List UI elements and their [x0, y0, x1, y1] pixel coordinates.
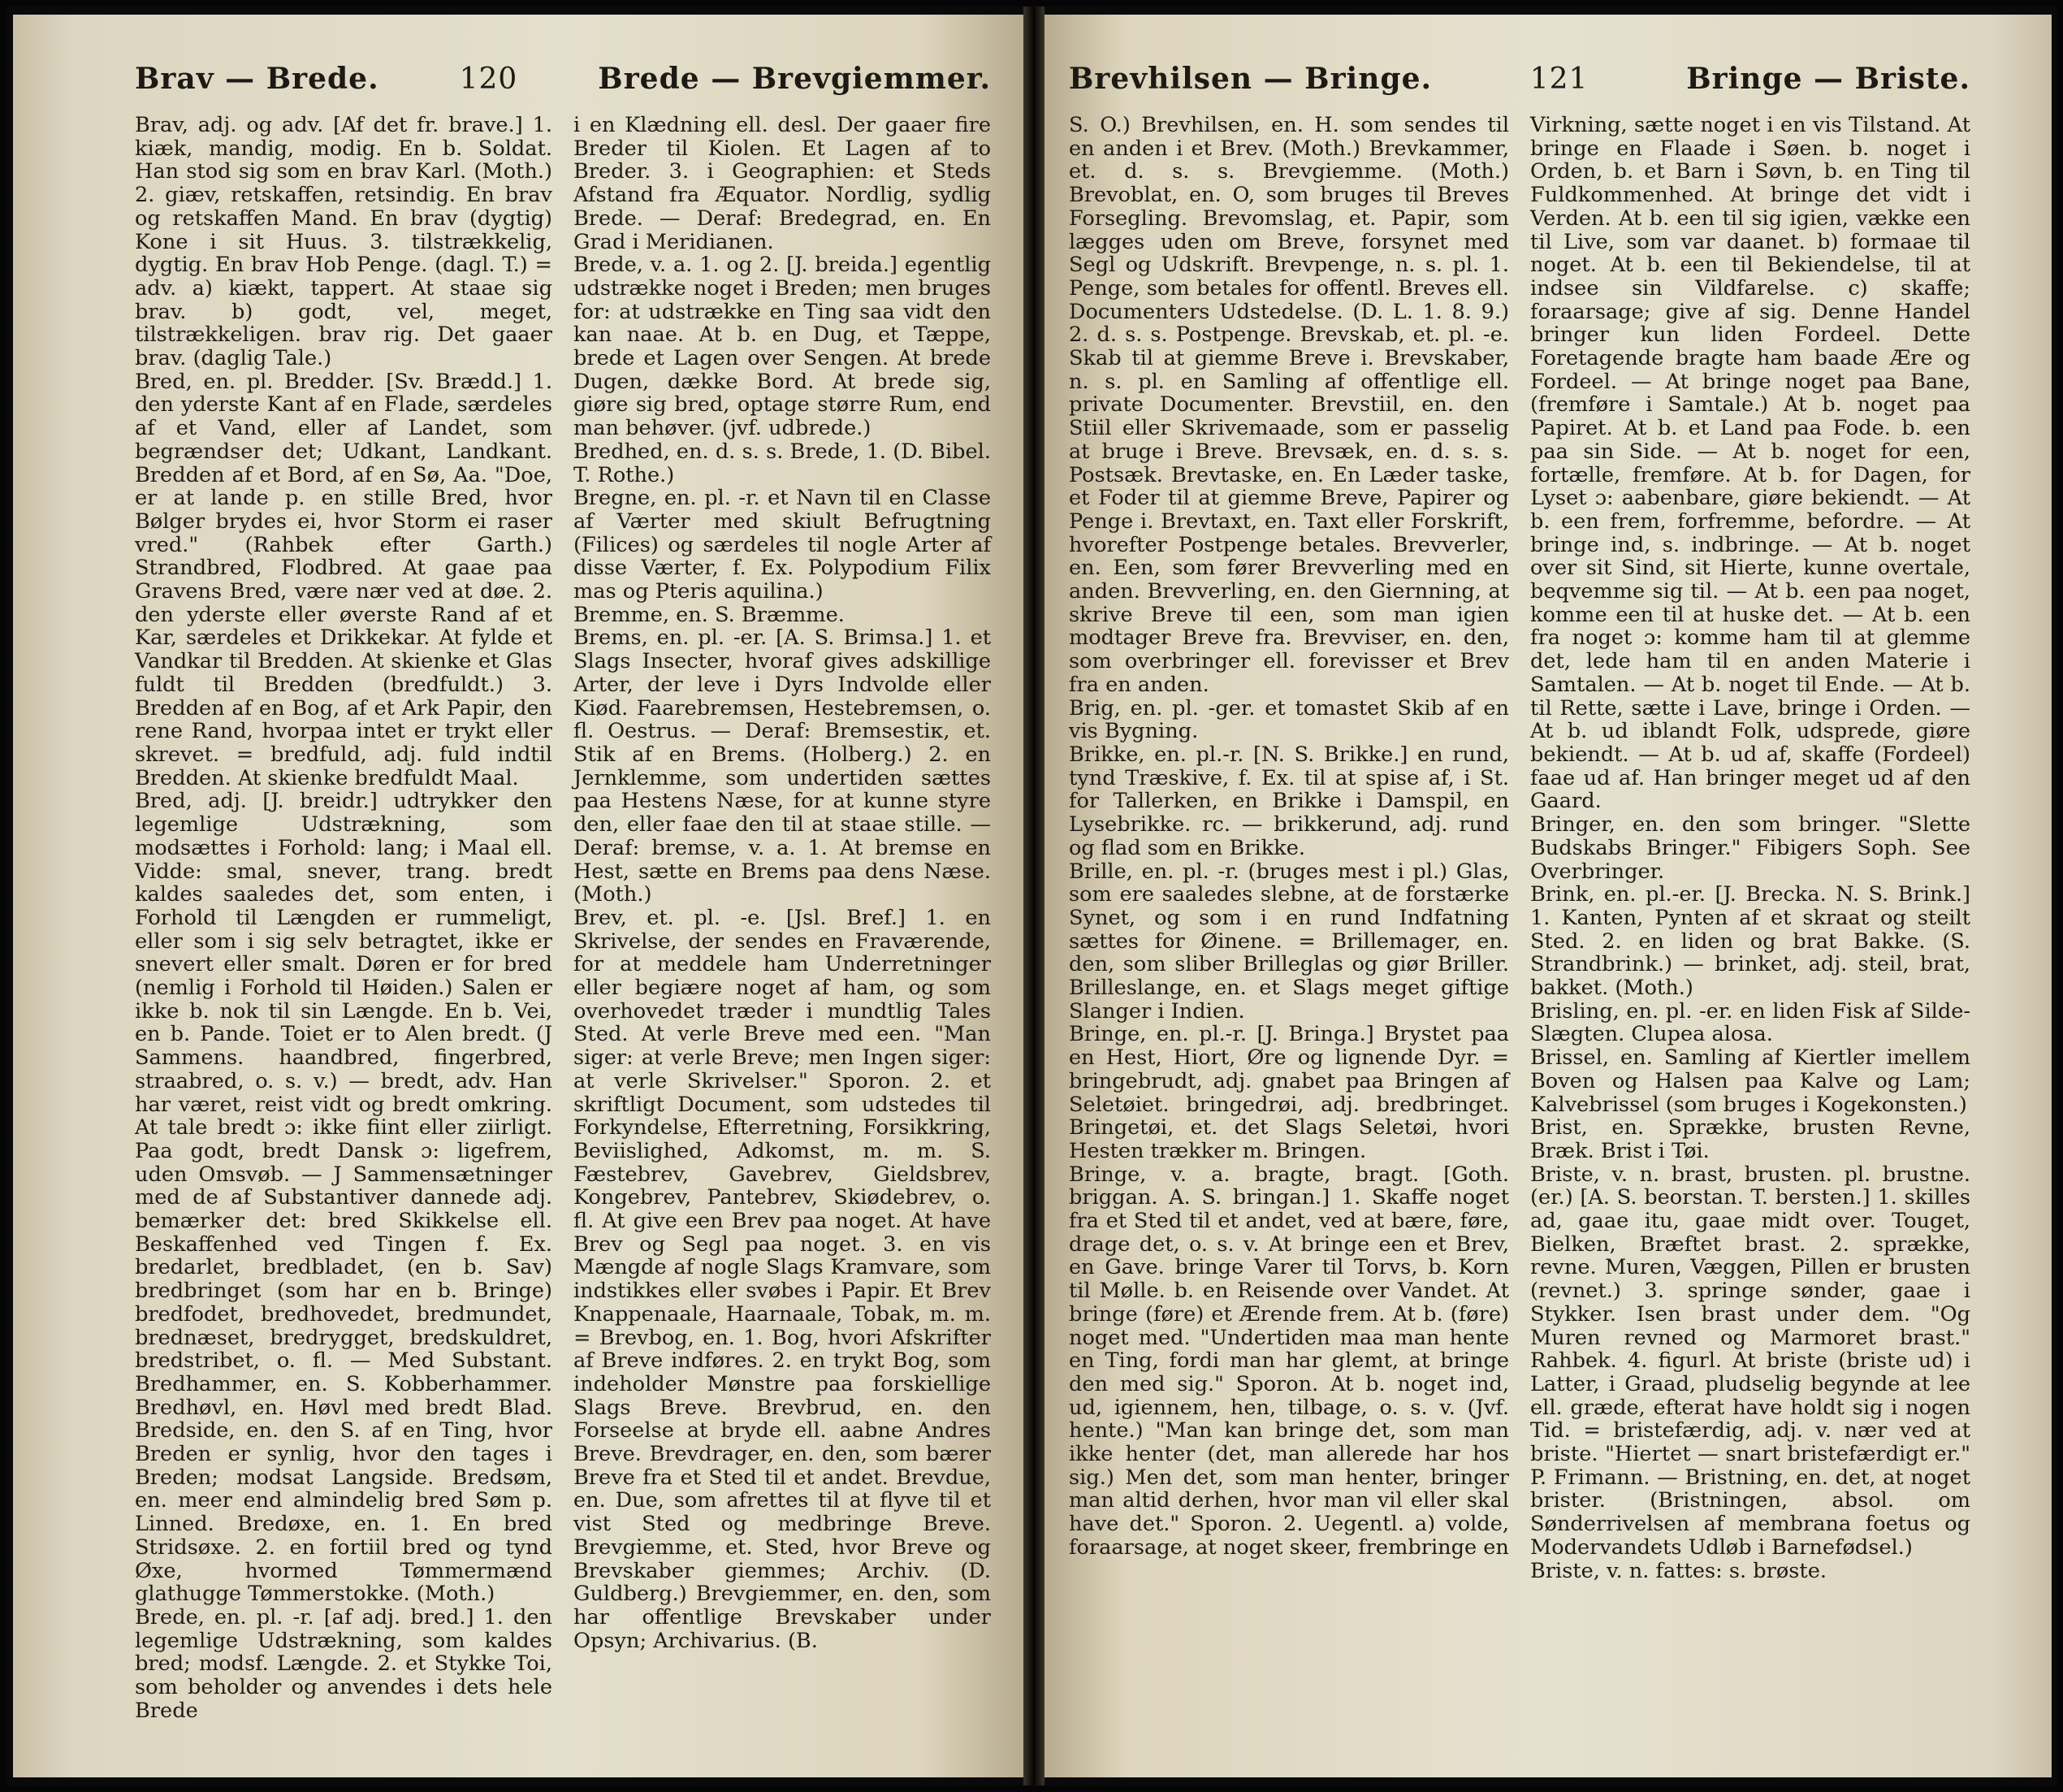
right-page-number: 121	[1529, 63, 1589, 96]
entry: Bredhed, en. d. s. s. Brede, 1. (D. Bibel. T. Rothe.)	[573, 439, 991, 487]
entry: Brisling, en. pl. -er. en liden Fisk af Silde-Slægten. Clupea alosa.	[1530, 998, 1970, 1047]
left-page-header	[135, 62, 991, 114]
left-column-2	[573, 114, 991, 1723]
entry: Bremme, en. S. Bræmme.	[573, 602, 845, 627]
entry: Bringe, v. a. bragte, bragt. [Goth. briggan. A. S. bringan.] 1. Skaffe noget fra et Sted til et andet, ved at bære, føre, drage det, o. s. v. At bringe een et Brev, en Gave. bringe Varer til Torvs, b. Korn til Mølle. b. en Reisende over Vandet. At bringe (føre) et Ærende frem. At b. (føre) noget med. "Undertiden maa man hente en Ting, fordi man har glemt, at bringe den med sig." Sporon. At b. noget ind, ud, igiennem, hen, tilbage, o. s. v. (Jvf. hente.) "Man kan bringe det, som man ikke henter (det, man allerede har hos sig.) Men det, som man henter, bringer man altid derhen, hvor man vil eller skal have det." Sporon. 2. Uegentl. a) volde, foraarsage, at noget skeer, frembringe en	[1069, 1162, 1509, 1560]
entry: Brav, adj. og adv. [Af det fr. brave.] 1. kiæk, mandig, modig. En b. Soldat. Han stod sig som en brav Karl. (Moth.) 2. giæv, retskaffen, retsindig. En brav og retskaffen Mand. En brav (dygtig) Kone i sit Huus. 3. tilstrækkelig, dygtig. En brav Hob Penge. (dagl. T.) = adv. a) kiækt, tappert. At staae sig brav. b) godt, vel, meget, tilstrækkeligen. brav rig. Det gaaer brav. (daglig Tale.)	[135, 113, 552, 371]
entry: Brink, en. pl.-er. [J. Brecka. N. S. Brink.] 1. Kanten, Pynten af et skraat og steilt Sted. 2. en liden og brat Bakke. (S. Strandbrink.) — brinket, adj. steil, brat, bakket. (Moth.)	[1530, 882, 1970, 1001]
entry: Briste, v. n. fattes: s. brøste.	[1530, 1558, 1827, 1583]
entry: Bringer, en. den som bringer. "Slette Budskabs Bringer." Fibigers Soph. See Overbringer.	[1530, 812, 1970, 884]
entry: Bregne, en. pl. -r. et Navn til en Classe af Værter med skiult Befrugtning (Filices) og særdeles til nogle Arter af disse Værter, f. Ex. Polypodium Filix mas og Pteris aquilina.)	[573, 486, 991, 604]
right-page	[1044, 15, 2052, 1777]
entry: Virkning, sætte noget i en vis Tilstand. At bringe en Flaade i Søen. b. noget i Orden, b. et Barn i Søvn, b. en Ting til Fuldkommenhed. At bringe det vidt i Verden. At b. een til sig igien, vække een til Live, som var daanet. b) formaae til noget. At b. een til Bekiendelse, til at indsee sin Vildfarelse. c) skaffe; foraarsage; give af sig. Denne Handel bringer kun liden Fordeel. Dette Foretagende bragte ham baade Ære og Fordeel. — At bringe noget paa Bane, (fremføre i Samtale.) At b. noget paa Papiret. At b. et Land paa Fode. b. een paa sin Side. — At b. noget for een, fortælle, fremføre. At b. for Dagen, for Lyset ɔ: aabenbare, giøre bekiendt. — At b. een frem, forfremme, befordre. — At bringe ind, s. indbringe. — At b. noget over sit Sind, sit Hierte, kunne overtale, beqvemme sig til. — At b. een paa noget, komme een til at huske det. — At b. een fra noget ɔ: komme ham til at glemme det, lede ham til en anden Materie i Samtalen. — At b. noget til Ende. — At b. til Rette, sætte i Lave, bringe i Orden. — At b. ud iblandt Folk, udsprede, giøre bekiendt. — At b. ud af, skaffe (Fordeel) faae ud af. Han bringer meget ud af den Gaard.	[1530, 113, 1970, 814]
entry: Brist, en. Sprække, brusten Revne, Bræk. Brist i Tøi.	[1530, 1115, 1970, 1163]
entry: Brems, en. pl. -er. [A. S. Brimsa.] 1. et Slags Insecter, hvoraf gives adskillige Arter, der leve i Dyrs Indvolde eller Kiød. Faarebremsen, Hestebremsen, o. fl. Oestrus. — Deraf: Bremsestiк, et. Stik af en Brems. (Holberg.) 2. en Jernklemme, som undertiden sættes paa Hestens Næse, for at kunne styre den, eller faae den til at staae stille. — Deraf: bremse, v. a. 1. At bremse en Hest, sætte en Brems paa dens Næse. (Moth.)	[573, 625, 991, 907]
right-column-2	[1530, 114, 1970, 1582]
right-page-header	[1069, 62, 1970, 114]
left-page	[13, 15, 1023, 1777]
entry: Bringe, en. pl.-r. [J. Bringa.] Brystet paa en Hest, Hiort, Øre og lignende Dyr. = bringebrudt, adj. gnabet paa Bringen af Seletøiet. bringedrøi, adj. bredbringet. Bringetøi, et. det Slags Seletøi, hvori Hesten trækker m. Bringen.	[1069, 1022, 1509, 1163]
entry: Brille, en. pl. -r. (bruges mest i pl.) Glas, som ere saaledes slebne, at de forstærke Synet, og som i en rund Indfatning sættes for Øinene. = Brillemager, en. den, som sliber Brilleglas og giør Briller. Brilleslange, en. et Slags meget giftige Slanger i Indien.	[1069, 859, 1509, 1024]
entry: Brede, v. a. 1. og 2. [J. breida.] egentlig udstrække noget i Breden; men bruges for: at udstrække en Ting saa vidt den kan naae. At b. en Dug, et Tæppe, brede et Lagen over Sengen. At brede Dugen, dække Bord. At brede sig, giøre sig bred, optage større Rum, end man behøver. (jvf. udbrede.)	[573, 253, 991, 441]
entry: Brig, en. pl. -ger. et tomastet Skib af en vis Bygning.	[1069, 695, 1509, 744]
entry: Briste, v. n. brast, brusten. pl. brustne. (er.) [A. S. beorstan. T. bersten.] 1. skilles ad, gaae itu, gaae midt over. Touget, Bielken, Bræftet brast. 2. sprække, revne. Muren, Væggen, Pillen er brusten (revnet.) 3. springe sønder, gaae i Stykker. Isen brast under dem. "Og Muren revned og Marmoret brast." Rahbek. 4. figurl. At briste (briste ud) i Latter, i Graad, pludselig begynde at lee ell. græde, efterat have holdt sig i nogen Tid. = bristefærdig, adj. v. nær ved at briste. "Hiertet — snart bristefærdigt er." P. Frimann. — Bristning, en. det, at noget brister. (Bristningen, absol. om Sønderrivelsen af membrana foetus og Modervandets Udløb i Barnefødsel.)	[1530, 1162, 1970, 1560]
left-header-guideword-start: Brav — Brede.	[135, 62, 379, 96]
right-column-1	[1069, 114, 1509, 1582]
entry: Brissel, en. Samling af Kiertler imellem Boven og Halsen paa Kalve og Lam; Kalvebrissel (som bruges i Kogekonsten.)	[1530, 1045, 1970, 1117]
entry: Bred, en. pl. Bredder. [Sv. Brædd.] 1. den yderste Kant af en Flade, særdeles af et Vand, eller af Landet, som begrændser det; Udkant, Landkant. Bredden af et Bord, af en Sø, Aa. "Doe, er at lande p. en stille Bred, hvor Bølger brydes ei, hvor Storm ei raser vred." (Rahbek efter Garth.) Strandbred, Flodbred. At gaae paa Gravens Bred, være nær ved at døe. 2. den yderste eller øverste Rand af et Kar, særdeles et Drikkekar. At fylde et Vandkar til Bredden. At skienke et Glas fuldt til Bredden (bredfuldt.) 3. Bredden af en Bog, af et Ark Papir, den rene Rand, hvorpaa intet er trykt eller skrevet. = bredfuld, adj. fuld indtil Bredden. At skienke bredfuldt Maal.	[135, 369, 552, 790]
entry: Brev, et. pl. -e. [Jsl. Bref.] 1. en Skrivelse, der sendes en Fraværende, for at meddele ham Underretninger eller begiære noget af ham, og som overhovedet træder i mundtlig Tales Sted. At verle Breve med een. "Man siger: at verle Breve; men Ingen siger: at verle Skrivelser." Sporon. 2. et skriftligt Document, som udstedes til Forkyndelse, Efterretning, Forsikkring, Beviislighed, Adkomst, m. m. S. Fæstebrev, Gavebrev, Gieldsbrev, Kongebrev, Pantebrev, Skiødebrev, o. fl. At give een Brev paa noget. At have Brev og Segl paa noget. 3. en vis Mængde af nogle Slags Kramvare, som indstikkes eller svøbes i Papir. Et Brev Knappenaale, Haarnaale, Tobak, m. m. = Brevbog, en. 1. Bog, hvori Afskrifter af Breve indføres. 2. en trykt Bog, som indeholder Mønstre paa forskiellige Slags Breve. Brevbrud, en. den Forseelse at bryde ell. aabne Andres Breve. Brevdrager, en. den, som bærer Breve fra et Sted til et andet. Brevdue, en. Due, som afrettes til at flyve til et vist Sted og medbringe Breve. Brevgiemme, et. Sted, hvor Breve og Brevskaber giemmes; Archiv. (D. Guldberg.) Brevgiemmer, en. den, som har offentlige Brevskaber under Opsyn; Archivarius. (B.	[573, 905, 991, 1653]
left-column-1	[135, 114, 552, 1723]
right-header-guideword-start: Brevhilsen — Bringe.	[1069, 62, 1433, 96]
entry: i en Klædning ell. desl. Der gaaer fire Breder til Kiolen. Et Lagen af to Breder. 3. i Geographien: et Steds Afstand fra Æquator. Nordlig, sydlig Brede. — Deraf: Bredegrad, en. En Grad i Meridianen.	[573, 113, 991, 254]
right-header-guideword-end: Bringe — Briste.	[1686, 62, 1970, 96]
entry: Brikke, en. pl.-r. [N. S. Brikke.] en rund, tynd Træskive, f. Ex. til at spise af, i St. for Tallerken, en Brikke i Damspil, en Lysebrikke. rc. — brikkerund, adj. rund og flad som en Brikke.	[1069, 742, 1509, 860]
open-book	[6, 6, 2057, 1786]
left-page-number: 120	[459, 63, 518, 96]
entry: S. O.) Brevhilsen, en. H. som sendes til en anden i et Brev. (Moth.) Brevkammer, et. d. s. s. Brevgiemme. (Moth.) Brevoblat, en. O, som bruges til Breves Forsegling. Brevomslag, et. Papir, som lægges uden om Breve, forsynet med Segl og Udskrift. Brevpenge, n. s. pl. 1. Penge, som betales for offentl. Breves ell. Documenters Udstedelse. (D. L. 1. 8. 9.) 2. d. s. s. Postpenge. Brevskab, et. pl. -e. Skab til at giemme Breve i. Brevskaber, n. s. pl. en Samling af offentlige ell. private Documenter. Brevstiil, en. den Stiil eller Skrivemaade, som er passelig at bruge i Breve. Brevsæk, en. d. s. s. Postsæk. Brevtaske, en. En Læder taske, et Foder til at giemme Breve, Papirer og Penge i. Brevtaxt, en. Taxt eller Forskrift, hvorefter Postpenge betales. Brevverler, en. Een, som fører Brevverling med en anden. Brevverling, en. den Giernning, at skrive Breve til een, som man igien modtager Breve fra. Brevviser, en. den, som overbringer ell. forevisser et Brev fra en anden.	[1069, 113, 1509, 697]
entry: Bred, adj. [J. breidr.] udtrykker den legemlige Udstrækning, som modsættes i Forhold: lang; i Maal ell. Vidde: smal, snever, trang. bredt kaldes saaledes det, som enten, i Forhold til Længden er rummeligt, eller som i sig selv betragtet, ikke er snevert eller smalt. Døren er for bred (nemlig i Forhold til Høiden.) Salen er ikke b. nok til sin Længde. En b. Vei, en b. Pande. Toiet er to Alen bredt. (J Sammens. haandbred, fingerbred, straabred, o. s. v.) — bredt, adv. Han har været, reist vidt og bredt omkring. At tale bredt ɔ: ikke fiint eller ziirligt. Paa godt, bredt Dansk ɔ: ligefrem, uden Omsvøb. — J Sammensætninger med de af Substantiver dannede adj. bemærker det: bred Skikkelse ell. Beskaffenhed ved Tingen f. Ex. bredarlet, bredbladet, (en b. Sav) bredbringet (som har en b. Bringe) bredfodet, bredhovedet, bredmundet, brednæset, bredrygget, bredskuldret, bredstribet, o. fl. — Med Substant. Bredhammer, en. S. Kobberhammer. Bredhøvl, en. Høvl med bredt Blad. Bredside, en. den S. af en Ting, hvor Breden er synlig, hvor den tages i Breden; modsat Langside. Bredsøm, en. meer end almindelig bred Søm p. Linned. Bredøxe, en. 1. En bred Stridsøxe. 2. en fortiil bred og tynd Øxe, hvormed Tømmermænd glathugge Tømmerstokke. (Moth.)	[135, 789, 552, 1607]
entry: Brede, en. pl. -r. [af adj. bred.] 1. den legemlige Udstrækning, som kaldes bred; modsf. Længde. 2. et Stykke Toi, som beholder og anvendes i dets hele Brede	[135, 1605, 552, 1723]
left-header-guideword-end: Brede — Brevgiemmer.	[598, 62, 991, 96]
book-gutter	[1023, 6, 1044, 1786]
